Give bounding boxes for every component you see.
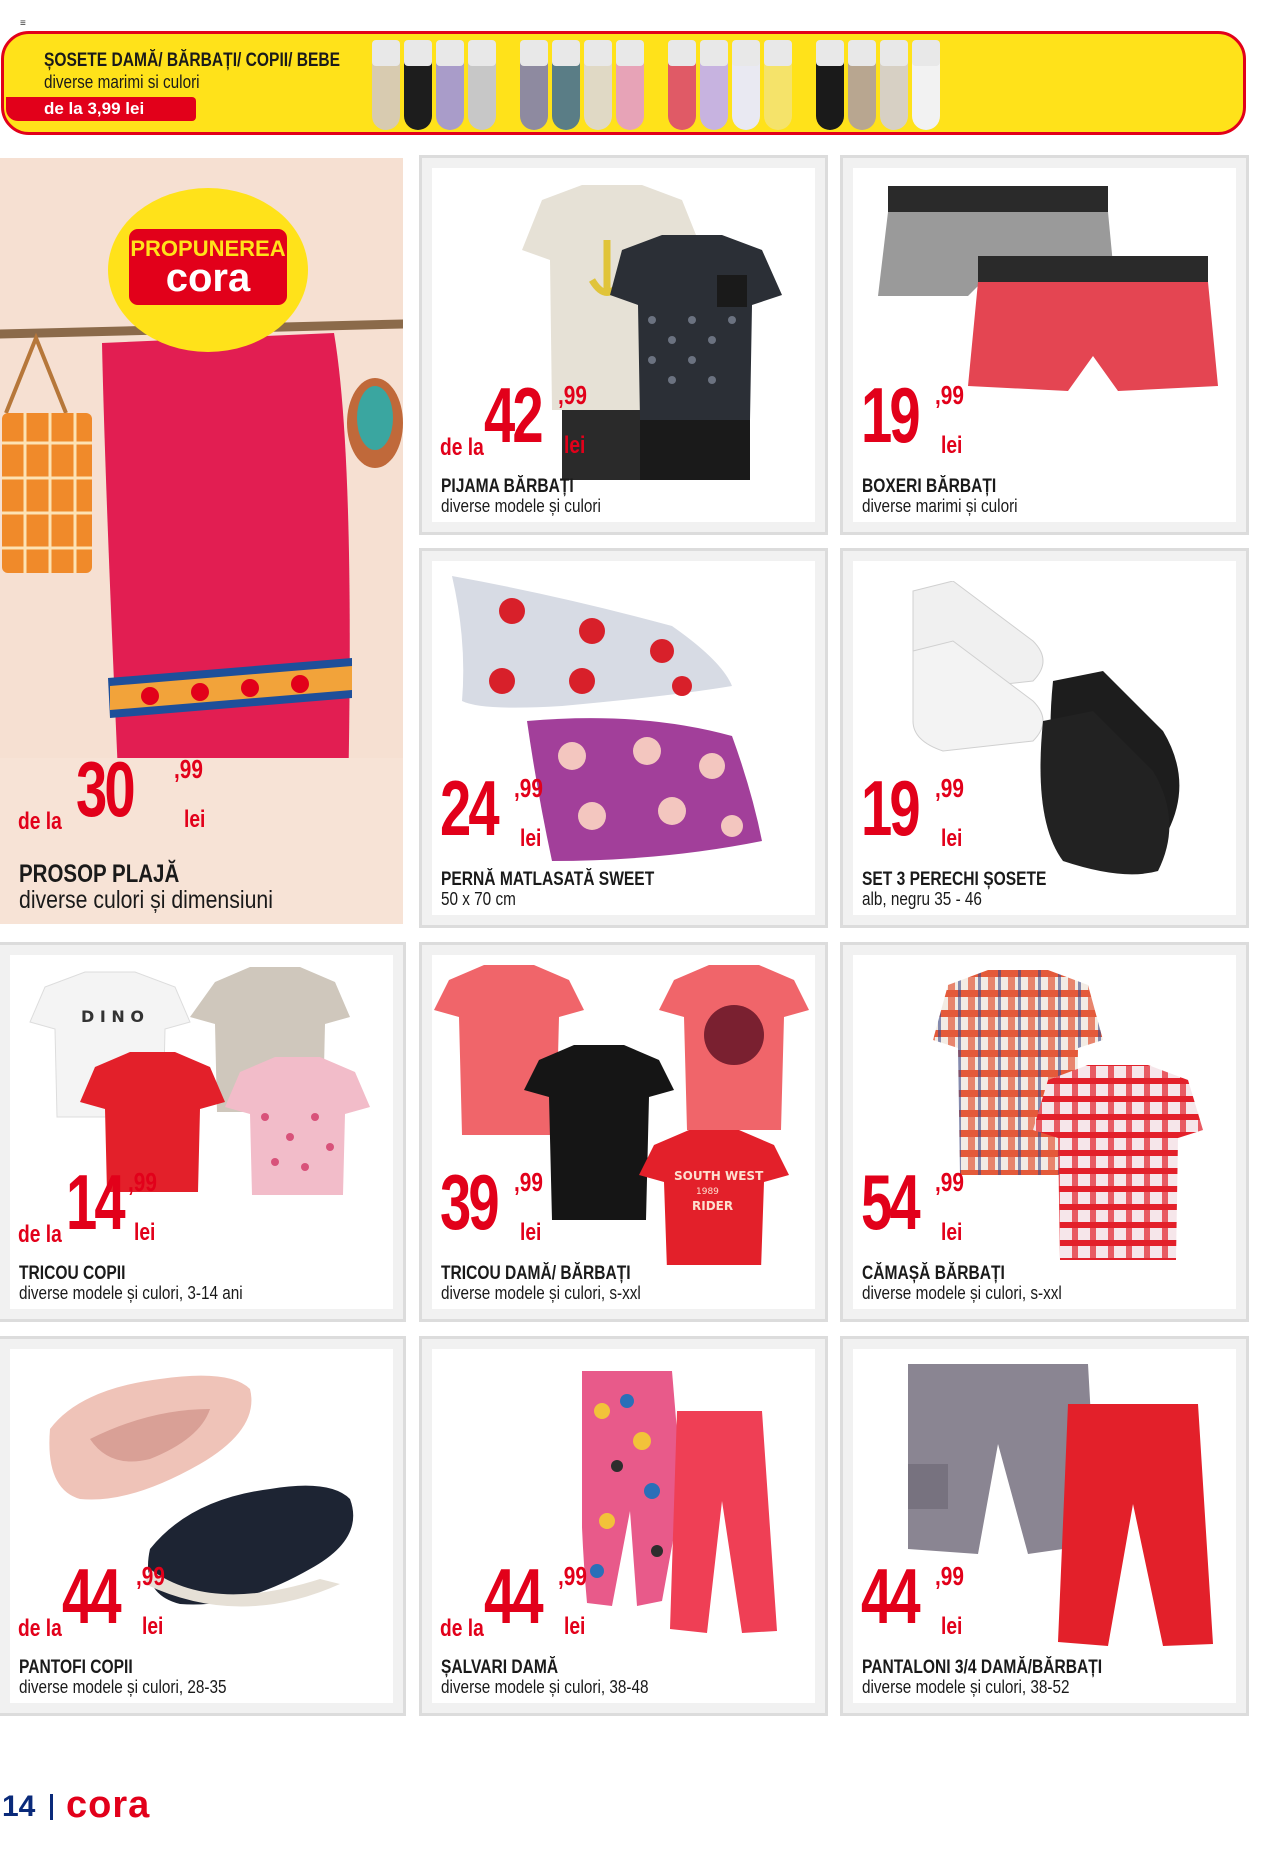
price-from: de la [18,1615,62,1642]
sock-item [552,40,580,130]
price-from: de la [18,808,62,835]
price-dec: ,99 [174,754,203,784]
price-pantaloni [861,1552,964,1640]
price-dec: ,99 [514,1167,543,1197]
product-name: SET 3 PERECHI ȘOSETE [862,869,1047,890]
sock-item [816,40,844,130]
rider-print: RIDER [692,1199,734,1213]
price-from: de la [440,434,484,461]
price-salvari [440,1552,587,1642]
trousers-image [582,1371,802,1651]
price-dec: ,99 [558,1561,587,1591]
product-name: ȘALVARI DAMĂ [441,1657,559,1678]
product-desc: diverse modele și culori, s-xxl [862,1283,1062,1303]
product-desc: diverse modele și culori, 28-35 [19,1677,227,1697]
price-tricou-dama [440,1158,543,1246]
price-dec: ,99 [128,1167,157,1197]
sock-item [848,40,876,130]
dino-print: D I N O [81,1007,144,1026]
page-number: 14 [2,1790,36,1823]
price-int: 24 [440,764,497,852]
product-desc: 50 x 70 cm [441,889,516,909]
product-desc: alb, negru 35 - 46 [862,889,982,909]
sock-item [436,40,464,130]
price-int: 19 [861,371,918,459]
product-card-salvari[interactable] [422,1339,825,1713]
sock-item [764,40,792,130]
sock-item [668,40,696,130]
price-pantofi [18,1552,165,1642]
price-lei: lei [564,1613,586,1640]
price-dec: ,99 [935,773,964,803]
price-from: de la [440,1615,484,1642]
product-name: TRICOU DAMĂ/ BĂRBAȚI [441,1263,631,1284]
price-pijama [440,371,587,461]
sock-item [732,40,760,130]
price-dec: ,99 [558,380,587,410]
price-lei: lei [941,1613,963,1640]
product-card-sosete[interactable] [843,551,1246,925]
product-desc: diverse modele și culori [441,496,601,516]
price-int: 14 [66,1158,123,1246]
price-int: 44 [484,1552,541,1640]
price-int: 44 [62,1552,119,1640]
price-lei: lei [520,1219,542,1246]
top-mark: ≡ [20,18,26,29]
product-card-prosop[interactable] [0,158,403,924]
sock-item [404,40,432,130]
product-desc: diverse modele și culori, 38-48 [441,1677,649,1697]
price-tricou-copii [18,1158,157,1248]
price-lei: lei [941,432,963,459]
product-name: CĂMAȘĂ BĂRBAȚI [862,1263,1005,1284]
product-name: PIJAMA BĂRBAȚI [441,476,574,497]
sock-item [372,40,400,130]
banner-price: de la 3,99 lei [6,97,196,121]
sock-item [468,40,496,130]
price-lei: lei [184,806,206,833]
product-card-tricou-copii[interactable] [0,945,403,1319]
price-lei: lei [941,1219,963,1246]
price-dec: ,99 [935,1167,964,1197]
socks-banner[interactable] [1,31,1246,135]
price-lei: lei [134,1219,156,1246]
product-desc: diverse modele și culori, s-xxl [441,1283,641,1303]
product-card-perna[interactable] [422,551,825,925]
price-sosete [861,764,964,852]
product-name: PROSOP PLAJĂ [19,860,180,888]
footer-separator [50,1794,53,1820]
banner-subtitle: diverse marimi si culori [44,72,200,92]
price-camasa [861,1158,964,1246]
product-desc: diverse marimi și culori [862,496,1018,516]
sock-item [880,40,908,130]
product-desc: diverse culori și dimensiuni [19,886,273,914]
badge-line1: PROPUNEREA [130,236,286,261]
product-name: TRICOU COPII [19,1263,126,1284]
product-name: PANTALONI 3/4 DAMĂ/BĂRBAȚI [862,1657,1103,1678]
price-int: 30 [76,745,133,833]
price-int: 39 [440,1158,497,1246]
badge-propunerea [108,188,308,352]
price-lei: lei [142,1613,164,1640]
product-card-pantaloni[interactable] [843,1339,1246,1713]
cora-logo: cora [66,1784,151,1826]
price-dec: ,99 [935,1561,964,1591]
socks-image [372,40,940,136]
product-name: PERNĂ MATLASATĂ SWEET [441,869,655,890]
badge-line2: cora [165,256,251,300]
sock-item [616,40,644,130]
product-desc: diverse modele și culori, 3-14 ani [19,1283,243,1303]
sock-item [584,40,612,130]
product-card-pijama[interactable] [422,158,825,532]
price-from: de la [18,1221,62,1248]
price-lei: lei [520,825,542,852]
price-lei: lei [941,825,963,852]
sock-item [700,40,728,130]
price-int: 42 [484,371,541,459]
product-name: BOXERI BĂRBAȚI [862,476,997,497]
product-card-tricou-dama[interactable] [422,945,825,1319]
price-dec: ,99 [935,380,964,410]
product-desc: diverse modele și culori, 38-52 [862,1677,1070,1697]
price-boxeri [861,371,964,459]
sock-item [912,40,940,130]
banner-title: ȘOSETE DAMĂ/ BĂRBAȚI/ COPII/ BEBE [44,50,341,71]
price-int: 19 [861,764,918,852]
product-card-camasa[interactable] [843,945,1246,1319]
year-print: 1989 [696,1187,719,1197]
product-card-boxeri[interactable] [843,158,1246,532]
shirts-image [928,970,1228,1270]
product-name: PANTOFI COPII [19,1657,133,1678]
price-int: 54 [861,1158,918,1246]
price-perna [440,764,543,852]
price-lei: lei [564,432,586,459]
price-prosop [18,745,206,835]
product-card-pantofi[interactable] [0,1339,403,1713]
price-dec: ,99 [136,1561,165,1591]
price-dec: ,99 [514,773,543,803]
price-int: 44 [861,1552,918,1640]
sock-item [520,40,548,130]
south-west-print: SOUTH WEST [674,1169,764,1183]
